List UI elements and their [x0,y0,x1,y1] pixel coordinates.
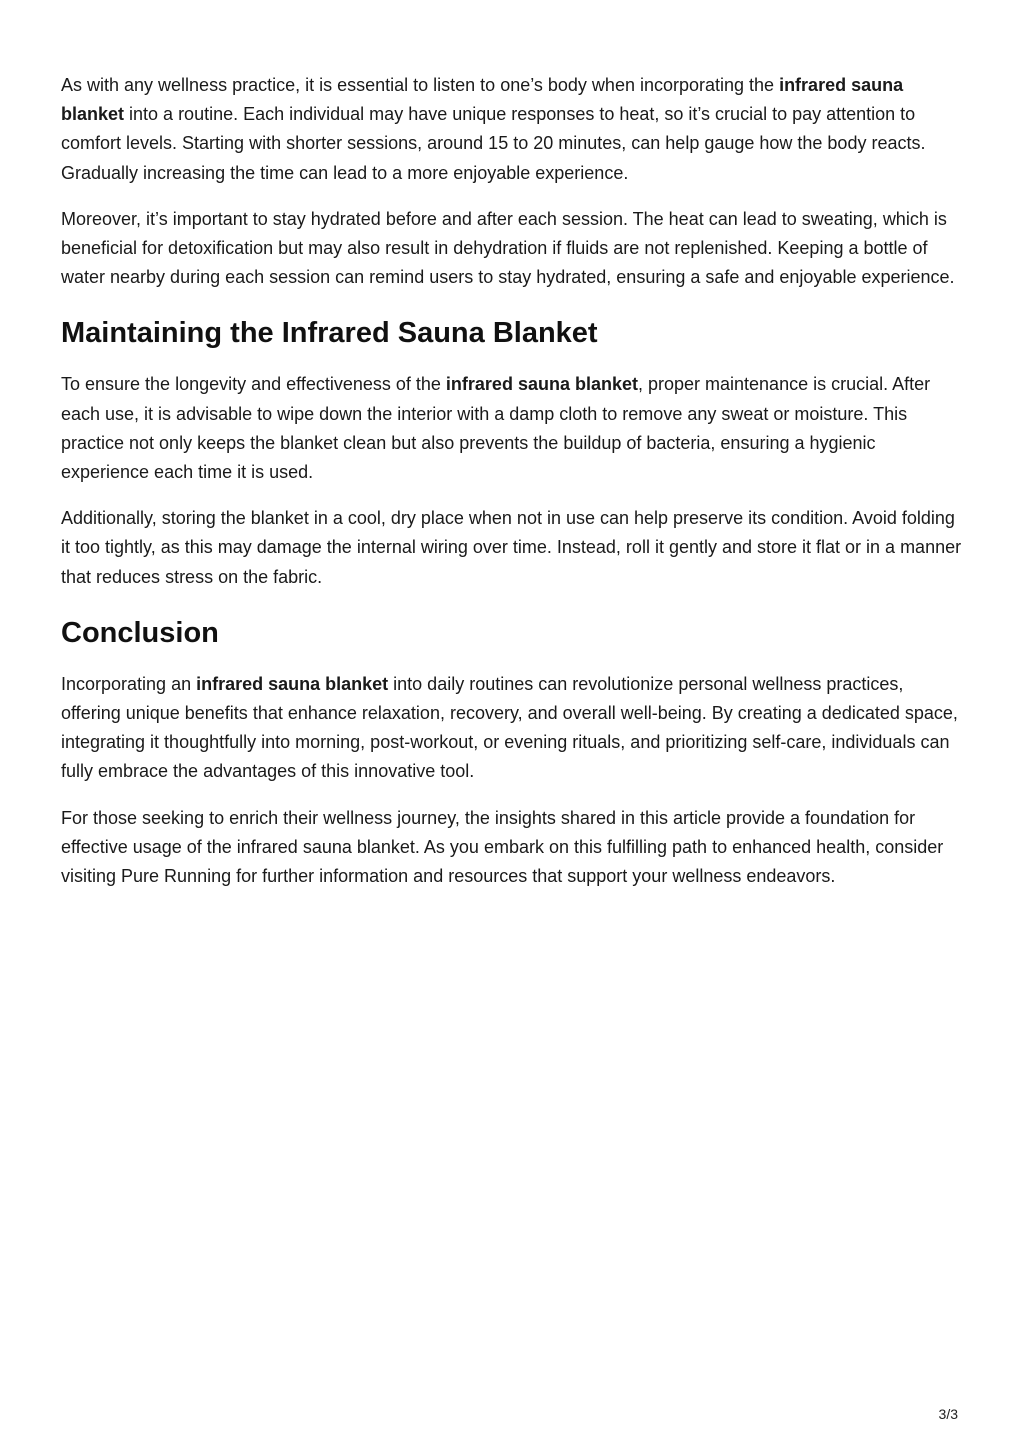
page-number: 3/3 [938,1406,958,1422]
heading-maintaining: Maintaining the Infrared Sauna Blanket [61,317,598,350]
heading-conclusion: Conclusion [61,616,219,649]
paragraph-text: To ensure the longevity and effectiveness of the [61,374,446,395]
paragraph-text: , proper maintenance is crucial. After each use, it is advisable to wipe down the interior with a damp cloth to remove any sweat or moisture. This practice not only keeps the blanket clean but also prevents the buildup of bacteria, ensuring a hygienic experience each time it is used. [61,374,931,483]
paragraph-hydration: Moreover, it’s important to stay hydrated before and after each session. The heat can lead to sweating, which is beneficial for detoxification but may also result in dehydration if fluids are not replenished. Keeping a bottle of water nearby during each session can remind users to stay hydrated, ensuring a safe and enjoyable experience. [61,208,955,288]
paragraph-listen-to-body [61,71,966,188]
document-body [61,71,966,908]
keyword-bold: infrared sauna blanket [61,75,904,125]
paragraph-closing: For those seeking to enrich their wellness journey, the insights shared in this article provide a foundation for effective usage of the infrared sauna blanket. As you embark on this fulfilling path to enhanced health, consider visiting Pure Running for further information and resources that support your wellness endeavors. [61,807,944,887]
keyword-bold: infrared sauna blanket [445,374,638,395]
paragraph-text: As with any wellness practice, it is essential to listen to one’s body when incorporating the [61,75,780,95]
paragraph-text: Incorporating an [61,673,197,694]
keyword-bold: infrared sauna blanket [196,673,389,694]
paragraph-storage: Additionally, storing the blanket in a cool, dry place when not in use can help preserve its condition. Avoid folding it too tightly, as this may damage the internal wiring over time. Instead, roll it gently and store it flat or in a manner that reduces stress on the fabric. [61,508,962,587]
paragraph-text: into a routine. Each individual may have unique responses to heat, so it’s crucial to pay attention to comfort levels. Starting with shorter sessions, around 15 to 20 minutes, can help gauge how the body reacts. Gradually increasing the time can lead to a more enjoyable experience. [61,104,926,183]
paragraph-text: into daily routines can revolutionize personal wellness practices, offering unique benefits that enhance relaxation, recovery, and overall well-being. By creating a dedicated space, integrating it thoughtfully into morning, post-workout, or evening rituals, and prioritizing self-care, individuals can fully embrace the advantages of this innovative tool. [61,673,958,782]
paragraph-conclusion [61,670,966,787]
paragraph-maintenance [61,370,966,487]
